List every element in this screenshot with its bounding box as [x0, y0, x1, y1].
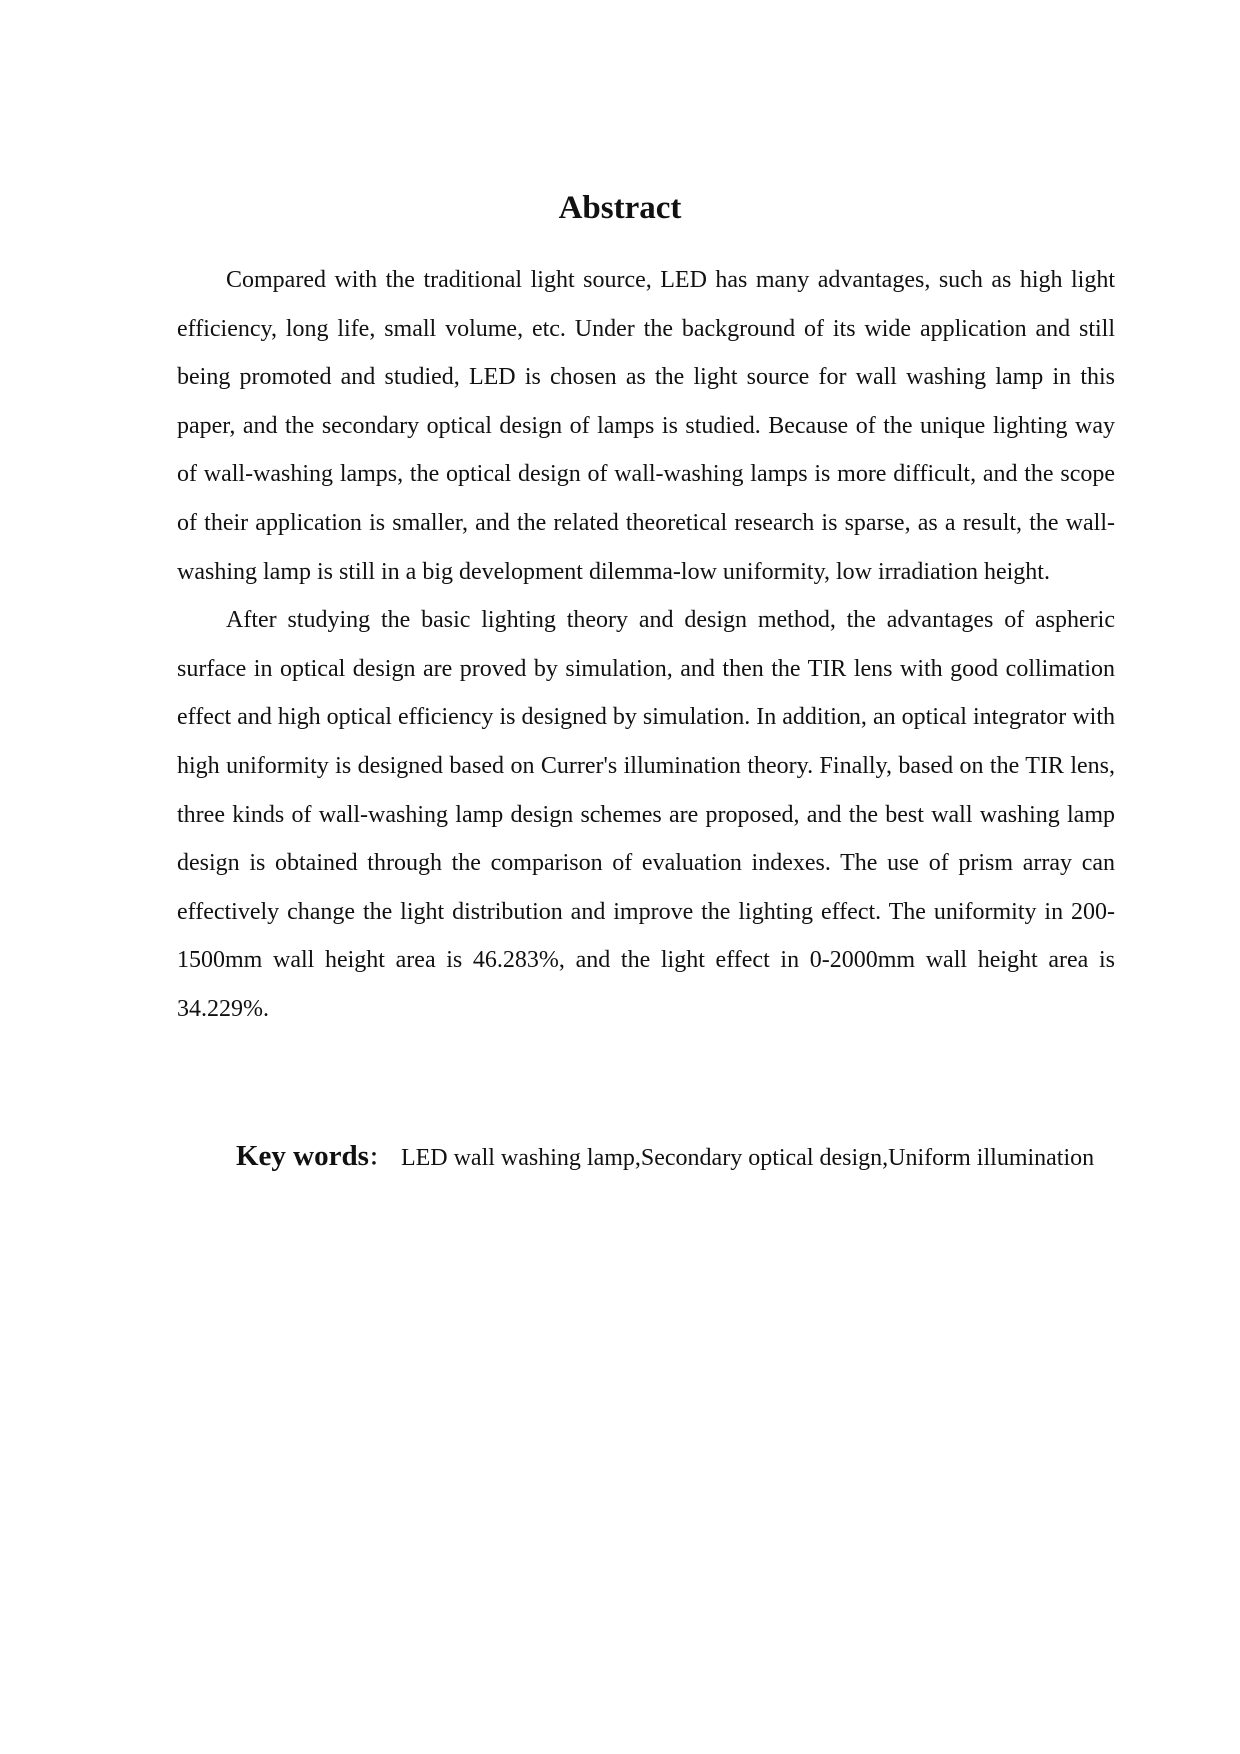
abstract-paragraph-1: Compared with the traditional light source, LED has many advantages, such as high light efficiency, long life, small volume, etc. Under the background of its wide application and still being promoted and studied, LED is chosen as the light source for wall washing lamp in this paper, and the secondary optical design of lamps is studied. Because of the unique lighting way of wall-washing lamps, the optical design of wall-washing lamps is more difficult, and the scope of their application is smaller, and the related theoretical research is sparse, as a result, the wall-washing lamp is still in a big development dilemma-low uniformity, low irradiation height.	[177, 267, 1115, 585]
keywords-separator: ：	[368, 1145, 391, 1170]
abstract-paragraph-2: After studying the basic lighting theory and design method, the advantages of aspheric surface in optical design are proved by simulation, and then the TIR lens with good collimation effect and high optical efficiency is designed by simulation. In addition, an optical integrator with high uniformity is designed based on Currer's illumination theory. Finally, based on the TIR lens, three kinds of wall-washing lamp design schemes are proposed, and the best wall washing lamp design is obtained through the comparison of evaluation indexes. The use of prism array can effectively change the light distribution and improve the lighting effect. The uniformity in 200-1500mm wall height area is 46.283%, and the light effect in 0-2000mm wall height area is 34.229%.	[177, 607, 1115, 1022]
keywords-line	[236, 1136, 1116, 1178]
abstract-body	[177, 256, 1115, 1034]
keywords-value: LED wall washing lamp,Secondary optical design,Uniform illumination	[400, 1145, 1095, 1171]
keywords-label: Key words	[236, 1140, 369, 1172]
abstract-title: Abstract	[558, 190, 682, 226]
